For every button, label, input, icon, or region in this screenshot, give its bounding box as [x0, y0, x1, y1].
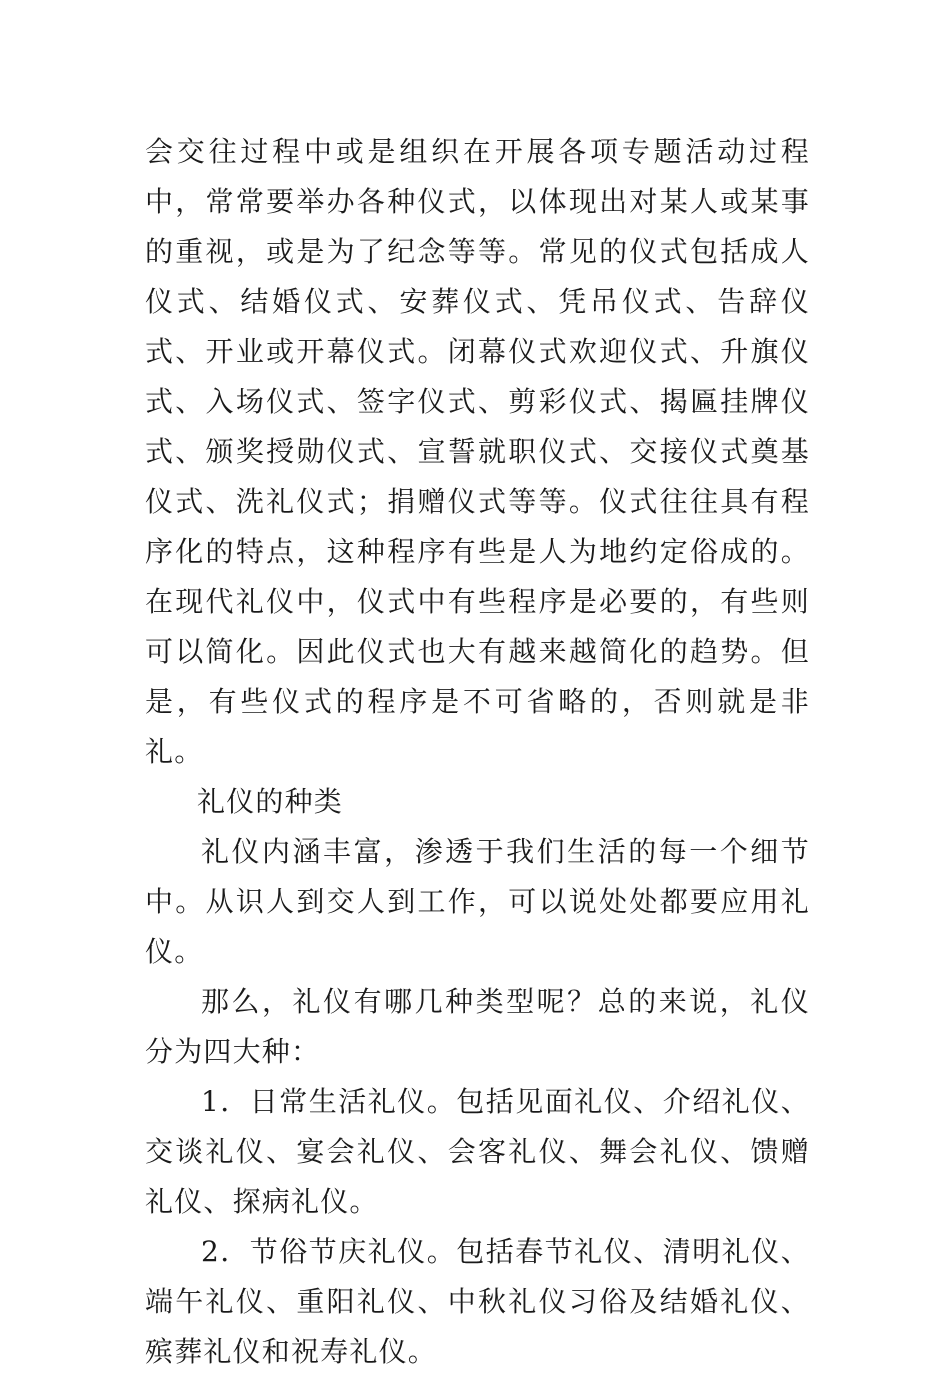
section-heading: 礼仪的种类 — [197, 785, 344, 818]
paragraph-etiquette-intro: 礼仪内涵丰富，渗透于我们生活的每一个细节中。从识人到交人到工作，可以说处处都要应用礼仪。 — [145, 835, 810, 968]
document-body — [145, 127, 810, 1377]
paragraph-daily-life-etiquette: 1．日常生活礼仪。包括见面礼仪、介绍礼仪、交谈礼仪、宴会礼仪、会客礼仪、舞会礼仪、馈赠礼仪、探病礼仪。 — [145, 1085, 810, 1218]
paragraph-four-types: 那么，礼仪有哪几种类型呢？总的来说，礼仪分为四大种： — [145, 985, 810, 1068]
paragraph-festival-etiquette: 2．节俗节庆礼仪。包括春节礼仪、清明礼仪、端午礼仪、重阳礼仪、中秋礼仪习俗及结婚礼仪、殡葬礼仪和祝寿礼仪。 — [145, 1235, 810, 1368]
paragraph-ceremony-types: 会交往过程中或是组织在开展各项专题活动过程中，常常要举办各种仪式，以体现出对某人或某事的重视，或是为了纪念等等。常见的仪式包括成人仪式、结婚仪式、安葬仪式、凭吊仪式、告辞仪式、开业或开幕仪式。闭幕仪式欢迎仪式、升旗仪式、入场仪式、签字仪式、剪彩仪式、揭匾挂牌仪式、颁奖授勋仪式、宣誓就职仪式、交接仪式奠基仪式、洗礼仪式；捐赠仪式等等。仪式往往具有程序化的特点，这种程序有些是人为地约定俗成的。在现代礼仪中，仪式中有些程序是必要的，有些则可以简化。因此仪式也大有越来越简化的趋势。但是，有些仪式的程序是不可省略的，否则就是非礼。 — [145, 135, 810, 768]
